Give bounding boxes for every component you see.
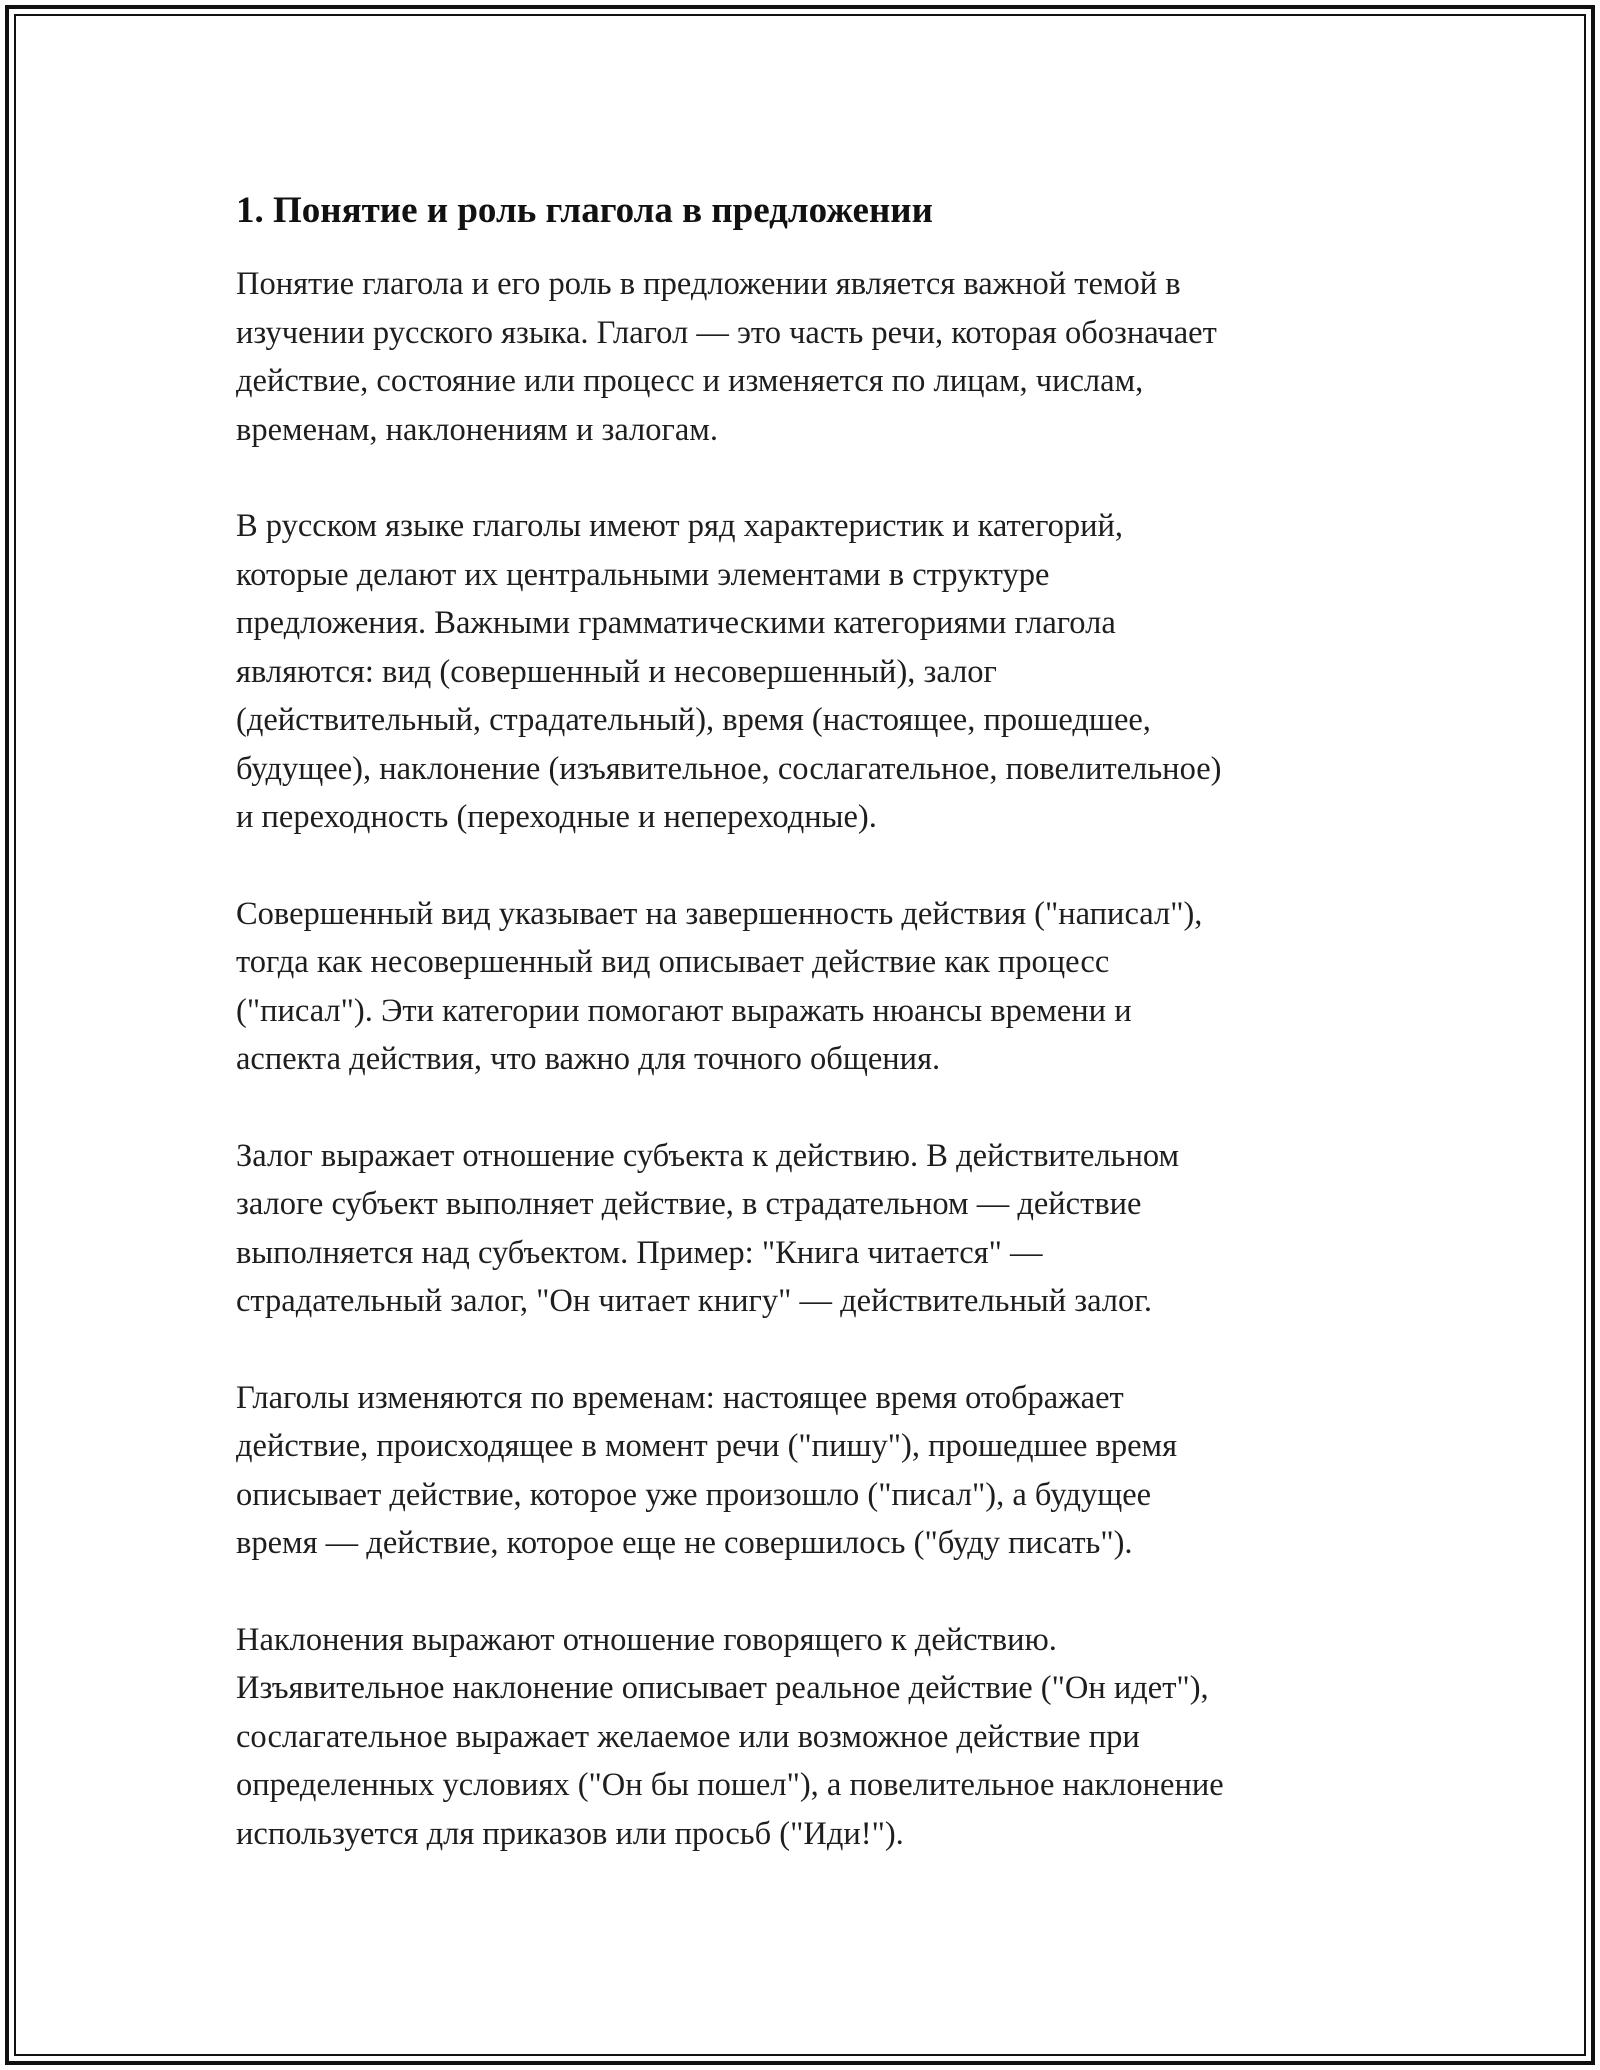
text-line: Залог выражает отношение субъекта к действию. В действительном bbox=[236, 1137, 1180, 1174]
text-line: В русском языке глаголы имеют ряд характеристик и категорий, bbox=[236, 508, 1124, 544]
text-line: используется для приказов или просьб ("Иди!"). bbox=[236, 1815, 904, 1852]
text-line: залоге субъект выполняет действие, в страдательном — действие bbox=[236, 1186, 1142, 1222]
text-line: ("писал"). Эти категории помогают выражать нюансы времени и bbox=[236, 992, 1132, 1029]
text-line: тогда как несовершенный вид описывает действие как процесс bbox=[236, 944, 1110, 980]
text-line: описывает действие, которое уже произошло ("писал"), а будущее bbox=[236, 1476, 1152, 1513]
text-line: определенных условиях ("Он бы пошел"), а повелительное наклонение bbox=[236, 1767, 1224, 1803]
text-line: (действительный, страдательный), время (настоящее, прошедшее, bbox=[236, 702, 1151, 738]
paragraph-verb-categories bbox=[236, 502, 1376, 842]
text-line: сослагательное выражает желаемое или возможное действие при bbox=[236, 1718, 1140, 1755]
text-line: Глаголы изменяются по временам: настоящее время отображает bbox=[236, 1379, 1124, 1416]
paragraph-mood bbox=[236, 1616, 1376, 1859]
document-body bbox=[236, 186, 1376, 1906]
text-line: Наклонения выражают отношение говорящего к действию. bbox=[236, 1621, 1057, 1658]
text-line: аспекта действия, что важно для точного общения. bbox=[236, 1041, 941, 1077]
text-line: и переходность (переходные и непереходные). bbox=[236, 799, 877, 835]
text-line: действие, происходящее в момент речи ("пишу"), прошедшее время bbox=[236, 1428, 1178, 1464]
text-line: изучении русского языка. Глагол — это часть речи, которая обозначает bbox=[236, 314, 1217, 351]
text-line: страдательный залог, "Он читает книгу" — действительный залог. bbox=[236, 1283, 1153, 1319]
paragraph-verb-concept bbox=[236, 260, 1376, 454]
text-line: будущее), наклонение (изъявительное, сослагательное, повелительное) bbox=[236, 750, 1222, 787]
text-line: Понятие глагола и его роль в предложении является важной темой в bbox=[236, 266, 1181, 302]
text-line: действие, состояние или процесс и изменяется по лицам, числам, bbox=[236, 363, 1144, 399]
text-line: временам, наклонениям и залогам. bbox=[236, 411, 718, 448]
text-line: выполняется над субъектом. Пример: "Книга читается" — bbox=[236, 1234, 1043, 1271]
text-line: являются: вид (совершенный и несовершенный), залог bbox=[236, 653, 997, 690]
paragraph-voice bbox=[236, 1132, 1376, 1326]
text-line: Изъявительное наклонение описывает реальное действие ("Он идет"), bbox=[236, 1670, 1209, 1706]
text-line: Совершенный вид указывает на завершенность действия ("написал"), bbox=[236, 895, 1203, 932]
section-title: 1. Понятие и роль глагола в предложении bbox=[236, 190, 933, 231]
text-line: предложения. Важными грамматическими категориями глагола bbox=[236, 605, 1116, 641]
text-line: время — действие, которое еще не совершилось ("буду писать"). bbox=[236, 1525, 1133, 1561]
paragraph-aspect bbox=[236, 890, 1376, 1084]
paragraph-tense bbox=[236, 1374, 1376, 1568]
text-line: которые делают их центральными элементами в структуре bbox=[236, 556, 1050, 593]
